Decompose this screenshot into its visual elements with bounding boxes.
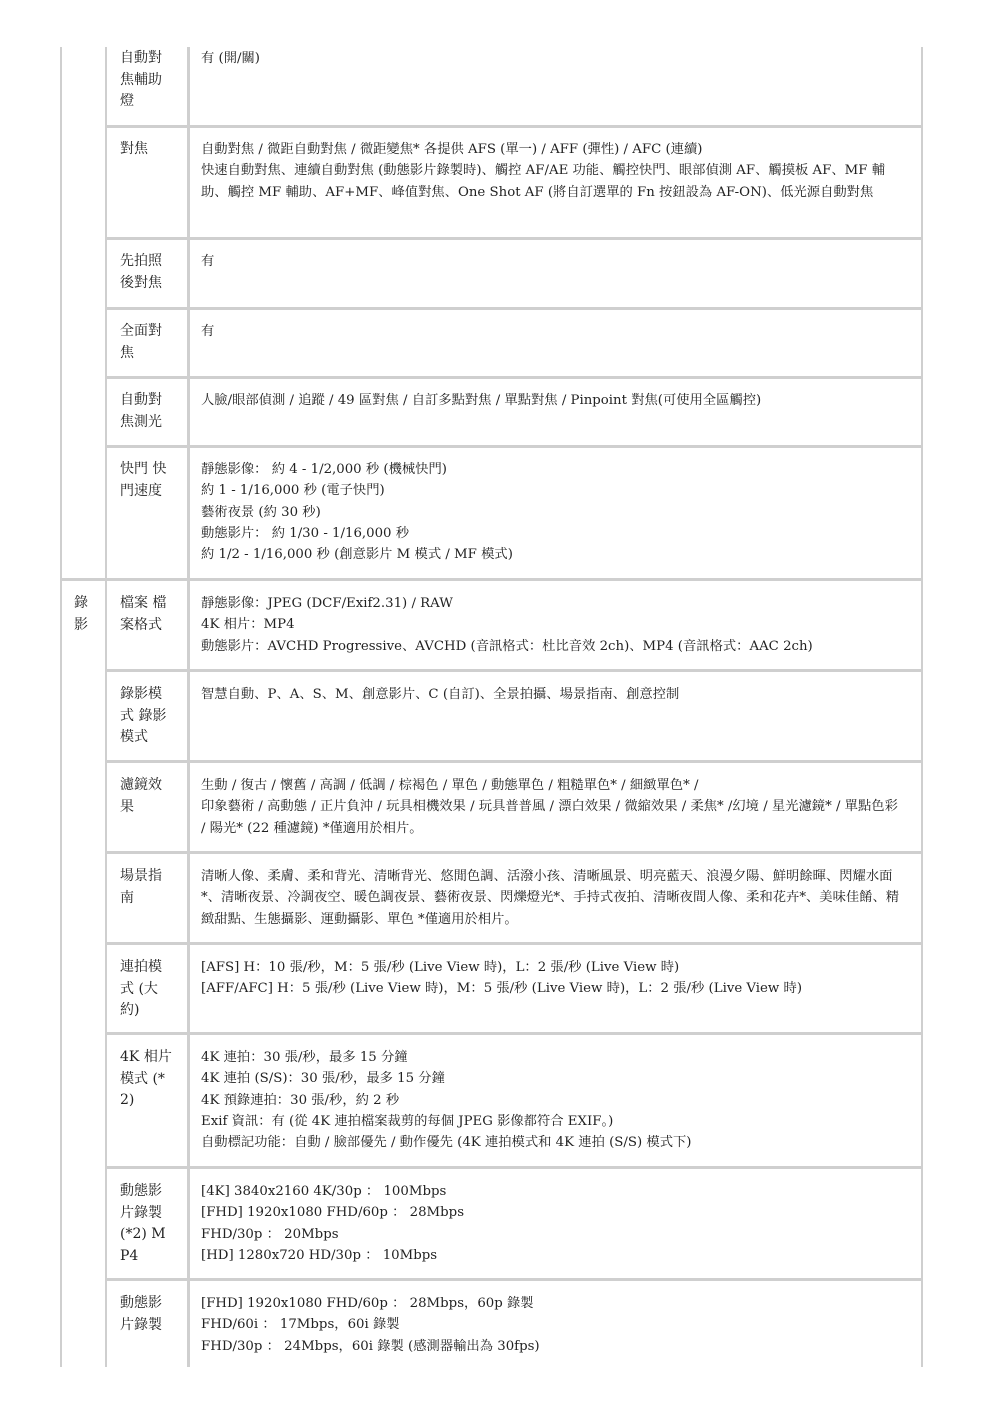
row-value xyxy=(201,1047,906,1153)
row-divider xyxy=(107,237,922,240)
row-label: 動態影片錄製 xyxy=(120,1295,162,1333)
row-label: 錄影模式 錄影模式 xyxy=(120,686,167,745)
row-divider xyxy=(107,760,922,763)
row-value xyxy=(201,866,906,930)
row-divider xyxy=(107,125,922,128)
value-line: 清晰人像、柔膚、柔和背光、清晰背光、悠閒色調、活潑小孩、清晰風景、明亮藍天、浪漫夕陽、鮮明餘暉、閃耀水面*、清晰夜景、冷調夜空、暖色調夜景、藝術夜景、閃爍燈光*、手持式夜拍、清晰夜間人像、柔和花卉*、美味佳餚、精緻甜點、生態攝影、運動攝影、單色 *僅適用於相片。 xyxy=(201,869,900,927)
value-line: 靜態影像： 約 4 - 1/2,000 秒 (機械快門) xyxy=(201,462,447,477)
value-line: 生動 / 復古 / 懷舊 / 高調 / 低調 / 棕褐色 / 單色 / 動態單色 / 粗糙單色* / 細緻單色* / xyxy=(201,778,699,793)
row-value xyxy=(201,684,906,705)
row-value xyxy=(201,459,906,565)
value-line: 有 (開/關) xyxy=(201,51,260,66)
value-line: 有 xyxy=(201,324,215,339)
value-line: 約 1/2 - 1/16,000 秒 (創意影片 M 模式 / MF 模式) xyxy=(201,547,513,563)
row-value xyxy=(201,593,906,657)
row-divider xyxy=(107,1166,922,1169)
value-line: [4K] 3840x2160 4K/30p ： 100Mbps xyxy=(201,1184,447,1199)
row-divider xyxy=(107,1278,922,1281)
row-label: 連拍模式 (大約) xyxy=(120,959,162,1018)
value-line: 智慧自動、P、A、S、M、創意影片、C (自訂)、全景拍攝、場景指南、創意控制 xyxy=(201,687,680,702)
row-value xyxy=(201,139,906,203)
value-line: 動態影片：AVCHD Progressive、AVCHD (音訊格式：杜比音效 2ch)、MP4 (音訊格式：AAC 2ch) xyxy=(201,638,813,654)
group-column-divider xyxy=(105,47,107,1367)
value-line: 人臉/眼部偵測 / 追蹤 / 49 區對焦 / 自訂多點對焦 / 單點對焦 / Pinpoint 對焦(可使用全區觸控) xyxy=(201,393,762,408)
value-line: FHD/30p ： 20Mbps xyxy=(201,1226,339,1242)
section-divider xyxy=(60,578,922,581)
row-value xyxy=(201,390,906,411)
row-divider xyxy=(107,669,922,672)
value-line: [AFS] H：10 張/秒，M：5 張/秒 (Live View 時)，L：2 張/秒 (Live View 時) xyxy=(201,960,680,975)
row-divider xyxy=(107,376,922,379)
label-column-divider xyxy=(187,47,190,1367)
value-line: [FHD] 1920x1080 FHD/60p ： 28Mbps，60p 錄製 xyxy=(201,1296,534,1311)
value-line: FHD/60i ： 17Mbps，60i 錄製 xyxy=(201,1317,400,1333)
value-line: 快速自動對焦、連續自動對焦 (動態影片錄製時)、觸控 AF/AE 功能、觸控快門、眼部偵測 AF、觸摸板 AF、MF 輔助、觸控 MF 輔助、AF+MF、峰值對焦、One Shot AF (將自訂選單的 Fn 按鈕設為 AF-ON)、低光源自動對焦 xyxy=(201,163,886,200)
value-line: 4K 連拍 (S/S)：30 張/秒，最多 15 分鐘 xyxy=(201,1071,445,1087)
value-line: FHD/30p ： 24Mbps，60i 錄製 (感測器輸出為 30fps) xyxy=(201,1338,540,1354)
value-line: 藝術夜景 (約 30 秒) xyxy=(201,504,321,520)
value-line: 4K 預錄連拍：30 張/秒，約 2 秒 xyxy=(201,1092,400,1108)
row-label: 4K 相片模式 (*2) xyxy=(120,1049,172,1108)
row-value xyxy=(201,1181,906,1266)
value-line: 自動標記功能：自動 / 臉部優先 / 動作優先 (4K 連拍模式和 4K 連拍 (S/S) 模式下) xyxy=(201,1135,692,1151)
row-divider xyxy=(107,942,922,945)
value-line: 自動對焦 / 微距自動對焦 / 微距變焦* 各提供 AFS (單一) / AFF (彈性) / AFC (連續) xyxy=(201,142,703,157)
row-label: 檔案 檔案格式 xyxy=(120,595,167,633)
row-value xyxy=(201,321,906,342)
row-divider xyxy=(107,851,922,854)
value-line: [FHD] 1920x1080 FHD/60p ： 28Mbps xyxy=(201,1205,465,1221)
row-label: 先拍照後對焦 xyxy=(120,253,162,291)
row-label: 自動對焦輔助燈 xyxy=(120,50,162,109)
row-value xyxy=(201,251,906,272)
row-value xyxy=(201,957,906,1000)
value-line: 靜態影像：JPEG (DCF/Exif2.31) / RAW xyxy=(201,596,453,611)
table-border-left xyxy=(60,47,62,1367)
row-label: 全面對焦 xyxy=(120,323,162,361)
value-line: 約 1 - 1/16,000 秒 (電子快門) xyxy=(201,483,385,499)
row-value xyxy=(201,48,906,69)
row-label: 對焦 xyxy=(120,141,148,157)
value-line: 有 xyxy=(201,254,215,269)
row-divider xyxy=(107,445,922,448)
table-border-right xyxy=(921,47,923,1367)
value-line: 4K 相片：MP4 xyxy=(201,617,295,633)
value-line: [HD] 1280x720 HD/30p ： 10Mbps xyxy=(201,1247,438,1263)
row-value xyxy=(201,775,906,839)
value-line: [AFF/AFC] H：5 張/秒 (Live View 時)，M：5 張/秒 (Live View 時)，L：2 張/秒 (Live View 時) xyxy=(201,981,803,997)
row-divider xyxy=(107,307,922,310)
value-line: Exif 資訊：有 (從 4K 連拍檔案裁剪的每個 JPEG 影像都符合 EXIF。) xyxy=(201,1113,614,1129)
row-value xyxy=(201,1293,906,1357)
row-divider xyxy=(107,1032,922,1035)
value-line: 4K 連拍：30 張/秒，最多 15 分鐘 xyxy=(201,1050,408,1065)
row-label: 濾鏡效果 xyxy=(120,777,162,815)
row-label: 動態影片錄製 (*2) MP4 xyxy=(120,1183,166,1264)
value-line: 印象藝術 / 高動態 / 正片負沖 / 玩具相機效果 / 玩具普普風 / 漂白效果 / 微縮效果 / 柔焦* /幻境 / 星光濾鏡* / 單點色彩 / 陽光* (22 種濾鏡) *僅適用於相片。 xyxy=(201,799,898,836)
row-label: 快門 快門速度 xyxy=(120,461,167,499)
section-label-recording: 錄影 xyxy=(74,595,88,633)
row-label: 場景指南 xyxy=(120,868,162,906)
row-label: 自動對焦測光 xyxy=(120,392,162,430)
value-line: 動態影片： 約 1/30 - 1/16,000 秒 xyxy=(201,525,410,541)
